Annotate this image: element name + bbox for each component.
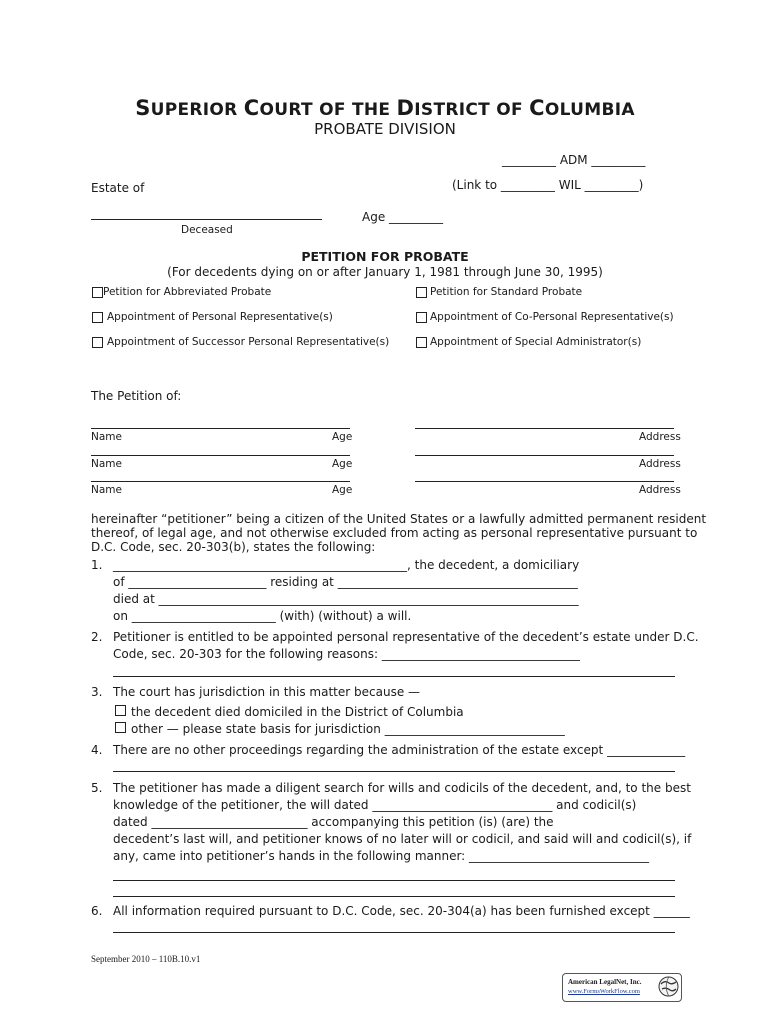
item2-blank-line[interactable] bbox=[113, 676, 675, 677]
option-label: Appointment of Special Administrator(s) bbox=[430, 336, 642, 348]
checkbox-domiciled[interactable] bbox=[115, 705, 126, 716]
item5-blank-line[interactable] bbox=[113, 880, 675, 881]
intro-line: thereof, of legal age, and not otherwise excluded from acting as personal representative pursuant to bbox=[91, 526, 698, 540]
address-label: Address bbox=[639, 458, 681, 470]
checkbox-co-personal-rep[interactable] bbox=[416, 312, 427, 323]
checkbox-standard[interactable] bbox=[416, 287, 427, 298]
item5-line: The petitioner has made a diligent search for wills and codicils of the decedent, and, to the best bbox=[113, 781, 691, 795]
intro-line: hereinafter “petitioner” being a citizen of the United States or a lawfully admitted permanent resident bbox=[91, 512, 707, 526]
address-label: Address bbox=[639, 431, 681, 443]
item5-line: decedent’s last will, and petitioner knows of no later will or codicil, and said will and codicil(s), if bbox=[113, 832, 692, 846]
option-label: Appointment of Successor Personal Representative(s) bbox=[107, 336, 390, 348]
checkbox-personal-rep[interactable] bbox=[92, 312, 103, 323]
item-number: 6. bbox=[91, 904, 103, 918]
name-label: Name bbox=[91, 458, 122, 470]
publisher-badge bbox=[562, 973, 682, 1002]
item6-blank-line[interactable] bbox=[113, 932, 675, 933]
item4-line[interactable]: There are no other proceedings regarding the administration of the estate except _____________ bbox=[113, 743, 686, 757]
checkbox-successor-rep[interactable] bbox=[92, 337, 103, 348]
publisher-link[interactable]: www.FormsWorkFlow.com bbox=[568, 988, 640, 995]
petitioner-name-line[interactable] bbox=[91, 428, 350, 429]
item3-option: the decedent died domiciled in the District of Columbia bbox=[131, 705, 464, 719]
title-part: D bbox=[396, 96, 415, 120]
link-field[interactable]: (Link to _________ WIL _________) bbox=[452, 178, 644, 192]
age-field[interactable]: Age _________ bbox=[362, 210, 444, 224]
title-part: C bbox=[529, 96, 545, 120]
age-label: Age bbox=[332, 458, 353, 470]
deceased-label: Deceased bbox=[181, 224, 233, 236]
name-label: Name bbox=[91, 484, 122, 496]
item-number: 5. bbox=[91, 781, 103, 795]
item5-line[interactable]: knowledge of the petitioner, the will dated ______________________________ and codicil(s) bbox=[113, 798, 637, 812]
form-id: September 2010 – 110B.10.v1 bbox=[91, 954, 201, 964]
item1-line[interactable]: _________________________________________________, the decedent, a domiciliary bbox=[113, 558, 580, 572]
item5-blank-line[interactable] bbox=[113, 896, 675, 897]
item2-line[interactable]: Code, sec. 20-303 for the following reasons: _________________________________ bbox=[113, 647, 580, 661]
item5-line[interactable]: any, came into petitioner’s hands in the following manner: ______________________________ bbox=[113, 849, 650, 863]
checkbox-other-jurisdiction[interactable] bbox=[115, 722, 126, 733]
court-title bbox=[0, 96, 770, 120]
petitioner-name-line[interactable] bbox=[91, 481, 350, 482]
item1-line[interactable]: of _______________________ residing at ________________________________________ bbox=[113, 575, 578, 589]
item-number: 1. bbox=[91, 558, 103, 572]
item-number: 4. bbox=[91, 743, 103, 757]
petitioner-address-line[interactable] bbox=[415, 428, 674, 429]
division-title: PROBATE DIVISION bbox=[314, 120, 456, 138]
option-label: Petition for Abbreviated Probate bbox=[103, 286, 272, 298]
adm-field[interactable]: _________ ADM _________ bbox=[502, 153, 646, 167]
deceased-name-line[interactable] bbox=[91, 219, 322, 220]
checkbox-abbreviated[interactable] bbox=[92, 287, 103, 298]
item1-line[interactable]: on ________________________ (with) (without) a will. bbox=[113, 609, 412, 623]
item4-blank-line[interactable] bbox=[113, 771, 675, 772]
title-part: OLUMBIA bbox=[544, 100, 635, 120]
item1-line[interactable]: died at ______________________________________________________________________ bbox=[113, 592, 579, 606]
option-label: Appointment of Personal Representative(s) bbox=[107, 311, 333, 323]
item3-option[interactable]: other — please state basis for jurisdiction ______________________________ bbox=[131, 722, 565, 736]
globe-icon bbox=[658, 976, 679, 997]
petitioner-address-line[interactable] bbox=[415, 481, 674, 482]
petitioner-name-line[interactable] bbox=[91, 455, 350, 456]
age-label: Age bbox=[332, 484, 353, 496]
title-part: C bbox=[243, 96, 260, 120]
petitioner-address-line[interactable] bbox=[415, 455, 674, 456]
age-label: Age bbox=[332, 431, 353, 443]
title-part: OURT OF THE bbox=[259, 100, 397, 120]
petition-subheading: (For decedents dying on or after January 1, 1981 through June 30, 1995) bbox=[167, 265, 603, 279]
petition-heading: PETITION FOR PROBATE bbox=[301, 249, 469, 264]
item2-line: Petitioner is entitled to be appointed personal representative of the decedent’s estate under D.C. bbox=[113, 630, 699, 644]
item5-line[interactable]: dated __________________________ accompanying this petition (is) (are) the bbox=[113, 815, 554, 829]
checkbox-special-admin[interactable] bbox=[416, 337, 427, 348]
address-label: Address bbox=[639, 484, 681, 496]
option-label: Petition for Standard Probate bbox=[430, 286, 583, 298]
title-part: S bbox=[135, 96, 151, 120]
petition-of-label: The Petition of: bbox=[91, 389, 182, 403]
title-part: UPERIOR bbox=[150, 100, 244, 120]
item6-line[interactable]: All information required pursuant to D.C. Code, sec. 20-304(a) has been furnished except ______ bbox=[113, 904, 690, 918]
item3-line: The court has jurisdiction in this matter because — bbox=[113, 685, 421, 699]
option-label: Appointment of Co-Personal Representative(s) bbox=[430, 311, 674, 323]
title-part: ISTRICT OF bbox=[414, 100, 530, 120]
name-label: Name bbox=[91, 431, 122, 443]
estate-of-label: Estate of bbox=[91, 181, 145, 195]
item-number: 3. bbox=[91, 685, 103, 699]
publisher-name: American LegalNet, Inc. bbox=[568, 978, 642, 986]
intro-line: D.C. Code, sec. 20-303(b), states the following: bbox=[91, 540, 376, 554]
item-number: 2. bbox=[91, 630, 103, 644]
